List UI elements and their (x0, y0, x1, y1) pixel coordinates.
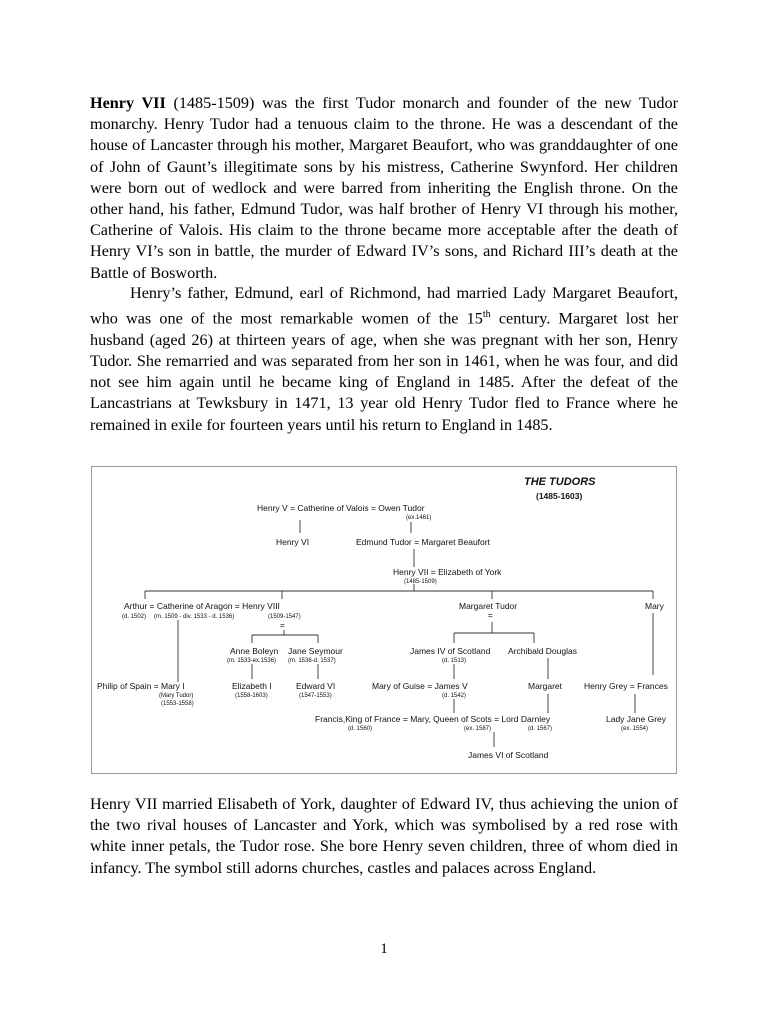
gen4-henry8-dates: (1509-1547) (268, 614, 301, 620)
gen5-archibald-douglas: Archibald Douglas (508, 646, 577, 656)
margaret-equals-sign: = (488, 611, 493, 620)
gen6-philip-mary1: Philip of Spain = Mary I (97, 681, 185, 691)
gen2-edmund-margaret: Edmund Tudor = Margaret Beaufort (356, 537, 490, 547)
gen7-lady-jane-grey: Lady Jane Grey (606, 714, 667, 724)
paragraph-henry-vii-intro (90, 93, 678, 284)
gen6-elizabeth-dates: (1558-1603) (235, 693, 268, 699)
gen6-mary-tudor-note: (Mary Tudor) (159, 693, 194, 699)
paragraph-2-text-a: Henry’s father, Edmund, earl of Richmond, had married Lady Margaret Beaufort, who was one of the most remarkable women of the 15 (90, 284, 678, 328)
gen3-henry-vii-elizabeth: Henry VII = Elizabeth of York (393, 567, 502, 577)
tree-title: THE TUDORS (524, 476, 596, 488)
gen1-henry-v-catherine-owen: Henry V = Catherine of Valois = Owen Tudor (257, 503, 425, 513)
superscript-th: th (482, 309, 491, 321)
gen6-edward-dates: (1547-1553) (299, 693, 332, 699)
page-number: 1 (380, 941, 388, 957)
gen7-jane-grey-execution: (ex. 1554) (621, 726, 649, 732)
paragraph-1-text: (1485-1509) was the first Tudor monarch and founder of the new Tudor monarchy. Henry Tudor had a tenuous claim to the throne. He was a descendant of the house of Lancaster through his mother, Margaret Beaufort, who was granddaughter of one of John of Gaunt’s illegitimate sons by his mistress, Catherine Swynford. Her children were born out of wedlock and were barred from inheriting the English throne. On the other hand, his father, Edmund Tudor, was half brother of Henry VI through his mother, Catherine of Valois. His claim to the throne became more acceptable after the death of Henry VI’s son in battle, the murder of Edward IV’s sons, and Richard III’s death at the Battle of Bosworth. (90, 94, 678, 282)
gen6-james5-death: (d. 1542) (442, 693, 467, 699)
gen5-jane-seymour: Jane Seymour (288, 646, 343, 656)
tudor-family-tree-figure (91, 466, 677, 774)
gen3-henry-vii-dates: (1485-1509) (404, 579, 437, 585)
paragraph-2-text-b: century. Margaret lost her husband (aged 26) at thirteen years of age, when she was pregnant with her son, Henry Tudor. She remarried and was separated from her son in 1461, when he was four, and did not see him again until he became king of England in 1485. After the defeat of the Lancastrians at Tewksbury in 1471, 13 year old Henry Tudor fled to France where he remained in exile for fourteen years until his return to England in 1485. (90, 309, 678, 434)
gen6-elizabeth-i: Elizabeth I (232, 681, 272, 691)
henry8-equals-sign: = (280, 621, 285, 630)
gen4-margaret-tudor: Margaret Tudor (459, 601, 518, 611)
paragraph-henrys-father (90, 283, 678, 436)
gen6-edward-vi: Edward VI (296, 681, 336, 691)
gen7-darnley-death: (d. 1567) (528, 726, 553, 732)
heading-henry-vii: Henry VII (90, 94, 166, 112)
gen6-margaret: Margaret (528, 681, 563, 691)
gen6-mary1-dates: (1553-1558) (161, 701, 194, 707)
tree-subtitle: (1485-1603) (536, 491, 583, 501)
gen4-catherine-marriage: (m. 1509 - div. 1533 - d. 1536) (154, 614, 235, 620)
gen5-james-iv-death: (d. 1513) (442, 658, 467, 664)
gen7-mqs-execution: (ex. 1587) (464, 726, 492, 732)
gen4-mary: Mary (645, 601, 664, 611)
family-tree-diagram (92, 467, 678, 775)
gen4-arthur-catherine-henry8: Arthur = Catherine of Aragon = Henry VIII (124, 601, 280, 611)
gen5-james-iv: James IV of Scotland (410, 646, 491, 656)
paragraph-3-text: Henry VII married Elisabeth of York, daughter of Edward IV, thus achieving the union of the two rival houses of Lancaster and York, which was symbolised by a red rose with white inner petals, the Tudor rose. She bore Henry seven children, three of whom died in infancy. The symbol still adorns churches, castles and palaces across England. (90, 795, 678, 877)
gen2-henry-vi: Henry VI (276, 537, 310, 547)
gen4-arthur-death: (d. 1502) (122, 614, 147, 620)
gen1-owen-tudor-note: (ex.1461) (406, 515, 432, 521)
gen7-francis-death: (d. 1560) (348, 726, 373, 732)
paragraph-henry-vii-marriage (90, 794, 678, 879)
gen5-jane-marriage: (m. 1536-d. 1537) (288, 658, 336, 664)
gen8-james-vi: James VI of Scotland (468, 750, 549, 760)
gen7-francis-mqs-darnley: Francis,King of France = Mary, Queen of Scots = Lord Darnley (315, 714, 551, 724)
gen5-anne-marriage: (m. 1533-ex.1536) (227, 658, 277, 664)
gen6-henry-grey-frances: Henry Grey = Frances (584, 681, 668, 691)
gen6-guise-james5: Mary of Guise = James V (372, 681, 468, 691)
gen5-anne-boleyn: Anne Boleyn (230, 646, 279, 656)
